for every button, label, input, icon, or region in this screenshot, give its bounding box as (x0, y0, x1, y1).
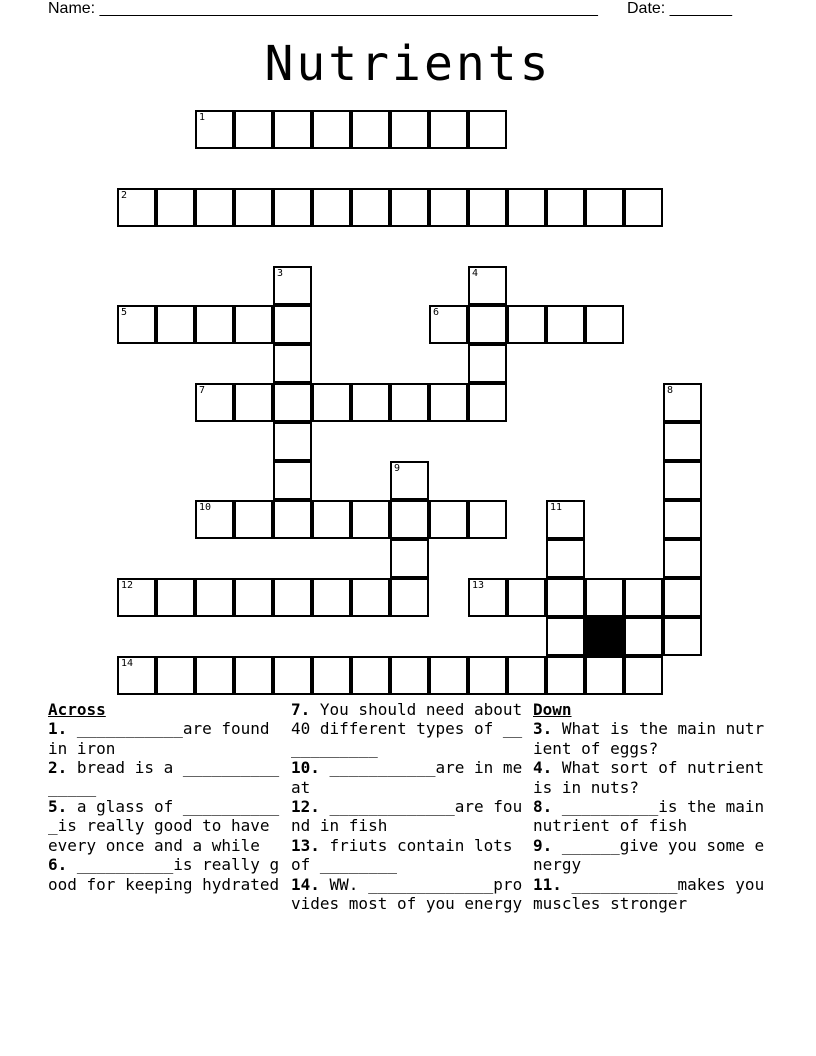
clue-number: 12 (121, 580, 134, 591)
crossword-cell[interactable] (468, 578, 507, 617)
crossword-cell[interactable] (663, 578, 702, 617)
crossword-cell[interactable] (429, 110, 468, 149)
clue-text: a glass of ___________is really good to have every once and a while (48, 797, 280, 855)
clue-number-label: 13. (291, 835, 320, 855)
crossword-cell[interactable] (195, 500, 234, 539)
crossword-cell[interactable] (234, 305, 273, 344)
crossword-cell[interactable] (351, 500, 390, 539)
clues-column-3 (533, 700, 773, 913)
crossword-cell[interactable] (546, 500, 585, 539)
clues-column-1 (48, 700, 288, 894)
clue-number: 5 (121, 307, 128, 318)
crossword-cell[interactable] (273, 461, 312, 500)
clue-item (291, 758, 527, 797)
crossword-cell[interactable] (624, 188, 663, 227)
crossword-cell[interactable] (429, 305, 468, 344)
clue-number-label: 11. (533, 874, 562, 894)
clues-column-2 (291, 700, 527, 913)
clue-text: __________is really good for keeping hydrated (48, 855, 280, 894)
crossword-cell[interactable] (507, 656, 546, 695)
crossword-cell[interactable] (390, 188, 429, 227)
crossword-cell[interactable] (429, 500, 468, 539)
clue-text: What sort of nutrient is in nuts? (533, 758, 765, 797)
crossword-cell[interactable] (585, 188, 624, 227)
crossword-cell[interactable] (663, 461, 702, 500)
crossword-cell[interactable] (546, 305, 585, 344)
crossword-cell[interactable] (663, 617, 702, 656)
crossword-cell[interactable] (195, 656, 234, 695)
crossword-cell[interactable] (468, 188, 507, 227)
crossword-cell[interactable] (468, 383, 507, 422)
crossword-cell[interactable] (351, 383, 390, 422)
crossword-cell[interactable] (546, 539, 585, 578)
clue-number: 9 (394, 463, 401, 474)
crossword-cell[interactable] (273, 422, 312, 461)
crossword-cell[interactable] (273, 500, 312, 539)
crossword-cell[interactable] (663, 422, 702, 461)
crossword-cell[interactable] (195, 188, 234, 227)
crossword-cell[interactable] (624, 617, 663, 656)
crossword-cell[interactable] (234, 188, 273, 227)
crossword-cell[interactable] (468, 656, 507, 695)
clue-number: 8 (667, 385, 674, 396)
clue-number-label: 2. (48, 758, 68, 778)
crossword-cell[interactable] (507, 578, 546, 617)
clue-text: _____________are found in fish (291, 797, 523, 836)
crossword-cell[interactable] (663, 539, 702, 578)
crossword-cell[interactable] (624, 578, 663, 617)
crossword-cell[interactable] (546, 188, 585, 227)
crossword-cell[interactable] (351, 656, 390, 695)
crossword-cell[interactable] (351, 110, 390, 149)
clue-text: You should need about 40 different types of ___________ (291, 700, 523, 758)
crossword-cell[interactable] (117, 578, 156, 617)
page-title: Nutrients (264, 36, 552, 92)
crossword-cell[interactable] (156, 188, 195, 227)
clues-section (0, 700, 816, 960)
clue-item (48, 855, 288, 894)
crossword-cell[interactable] (390, 539, 429, 578)
crossword-cell[interactable] (195, 578, 234, 617)
clue-text: ___________makes you muscles stronger (533, 874, 765, 914)
clue-item (291, 700, 527, 758)
crossword-cell[interactable] (390, 110, 429, 149)
crossword-cell[interactable] (234, 656, 273, 695)
crossword-cell[interactable] (468, 266, 507, 305)
clue-item (291, 875, 527, 914)
clue-number: 2 (121, 190, 128, 201)
clue-item (48, 758, 288, 797)
crossword-cell[interactable] (156, 305, 195, 344)
clue-number-label: 14. (291, 874, 320, 894)
crossword-cell[interactable] (663, 500, 702, 539)
crossword-cell[interactable] (312, 188, 351, 227)
clue-item (533, 719, 773, 758)
crossword-cell[interactable] (273, 578, 312, 617)
clue-number: 11 (550, 502, 563, 513)
crossword-cell[interactable] (273, 305, 312, 344)
clue-number: 14 (121, 658, 134, 669)
clue-number: 1 (199, 112, 206, 123)
clue-number-label: 9. (533, 835, 553, 855)
crossword-cell[interactable] (117, 188, 156, 227)
crossword-cell[interactable] (273, 110, 312, 149)
clue-text: What is the main nutrient of eggs? (533, 719, 765, 758)
crossword-cell[interactable] (468, 344, 507, 383)
down-heading: Down (533, 700, 572, 719)
crossword-cell[interactable] (273, 656, 312, 695)
crossword-cell[interactable] (507, 188, 546, 227)
clue-number: 3 (277, 268, 284, 279)
crossword-cell[interactable] (390, 656, 429, 695)
crossword-cell[interactable] (273, 344, 312, 383)
clue-number-label: 1. (48, 719, 68, 739)
crossword-cell[interactable] (351, 578, 390, 617)
clue-item (533, 758, 773, 797)
crossword-cell[interactable] (312, 383, 351, 422)
clue-item (291, 797, 527, 836)
crossword-cell[interactable] (663, 383, 702, 422)
clue-number-label: 10. (291, 758, 320, 778)
crossword-cell[interactable] (390, 461, 429, 500)
crossword-cell[interactable] (195, 305, 234, 344)
clue-text: __________is the main nutrient of fish (533, 797, 765, 836)
clue-number-label: 6. (48, 855, 68, 875)
crossword-cell[interactable] (117, 305, 156, 344)
clue-number-label: 4. (533, 758, 553, 778)
crossword-cell[interactable] (117, 656, 156, 695)
crossword-cell[interactable] (234, 383, 273, 422)
crossword-cell[interactable] (312, 578, 351, 617)
across-heading: Across (48, 700, 106, 719)
crossword-cell[interactable] (312, 110, 351, 149)
crossword-cell[interactable] (390, 578, 429, 617)
crossword-cell[interactable] (546, 617, 585, 656)
clue-item (533, 836, 773, 875)
crossword-cell[interactable] (585, 578, 624, 617)
crossword-cell[interactable] (585, 656, 624, 695)
clue-number: 4 (472, 268, 479, 279)
crossword-cell[interactable] (468, 305, 507, 344)
crossword-cell[interactable] (546, 656, 585, 695)
clue-item (291, 836, 527, 875)
crossword-cell[interactable] (234, 110, 273, 149)
crossword-cell[interactable] (351, 188, 390, 227)
crossword-cell[interactable] (195, 110, 234, 149)
crossword-cell[interactable] (507, 305, 546, 344)
crossword-cell[interactable] (195, 383, 234, 422)
crossword-cell[interactable] (273, 266, 312, 305)
clue-item (48, 797, 288, 855)
clue-text: ___________are in meat (291, 758, 523, 797)
clue-number: 6 (433, 307, 440, 318)
black-square (585, 617, 624, 656)
clue-item (533, 797, 773, 836)
crossword-cell[interactable] (273, 188, 312, 227)
crossword-cell[interactable] (546, 578, 585, 617)
clue-text: bread is a _______________ (48, 758, 280, 797)
crossword-cell[interactable] (273, 383, 312, 422)
crossword-cell[interactable] (234, 500, 273, 539)
date-field-label[interactable]: Date: _______ (627, 0, 732, 17)
crossword-cell[interactable] (312, 656, 351, 695)
crossword-cell[interactable] (429, 188, 468, 227)
clue-text: ___________are found in iron (48, 719, 270, 758)
crossword-cell[interactable] (234, 578, 273, 617)
crossword-cell[interactable] (156, 656, 195, 695)
crossword-cell[interactable] (390, 383, 429, 422)
crossword-cell[interactable] (429, 656, 468, 695)
clue-text: friuts contain lots of ________ (291, 835, 513, 875)
clue-number-label: 5. (48, 797, 68, 817)
crossword-cell[interactable] (390, 500, 429, 539)
clue-text: WW. _____________provides most of you energy (291, 874, 523, 914)
clue-number-label: 8. (533, 797, 553, 817)
clue-item (48, 719, 288, 758)
crossword-cell[interactable] (156, 578, 195, 617)
clue-number: 10 (199, 502, 212, 513)
clue-number-label: 3. (533, 719, 553, 739)
crossword-cell[interactable] (585, 305, 624, 344)
clue-text: ______give you some energy (533, 835, 765, 875)
clue-number: 7 (199, 385, 206, 396)
clue-number-label: 12. (291, 797, 320, 817)
crossword-cell[interactable] (468, 110, 507, 149)
crossword-cell[interactable] (312, 500, 351, 539)
name-field-label[interactable]: Name: ________________________________________________________ (48, 0, 598, 17)
crossword-cell[interactable] (468, 500, 507, 539)
clue-number-label: 7. (291, 700, 311, 719)
clue-number: 13 (472, 580, 485, 591)
clue-item (533, 875, 773, 914)
crossword-cell[interactable] (429, 383, 468, 422)
crossword-cell[interactable] (624, 656, 663, 695)
